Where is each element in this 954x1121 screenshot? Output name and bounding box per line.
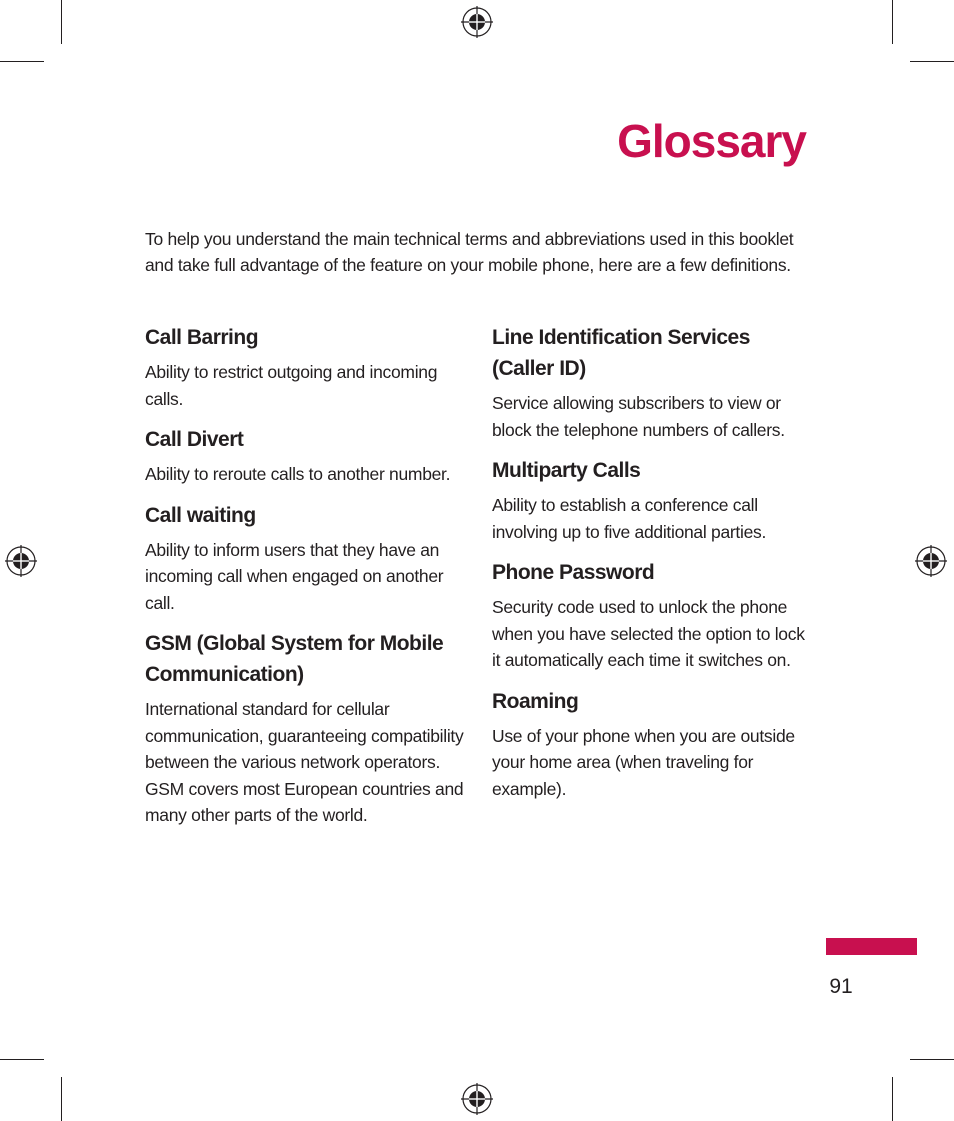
glossary-definition: Ability to inform users that they have an incoming call when engaged on another call. [145, 539, 444, 613]
glossary-entry [145, 322, 465, 412]
crop-mark-top-right-horizontal [910, 61, 954, 62]
glossary-definition: International standard for cellular communication, guaranteeing compatibility between the various network operators. GSM covers most European countries and many other parts of the world. [145, 699, 464, 825]
glossary-entry [145, 500, 465, 617]
glossary-definition: Ability to reroute calls to another number. [145, 464, 451, 484]
glossary-term: Call Barring [145, 326, 259, 349]
crop-mark-bottom-left-horizontal [0, 1059, 44, 1060]
intro-paragraph: To help you understand the main technical terms and abbreviations used in this booklet and take full advantage of the feature on your mobile phone, here are a few definitions. [145, 229, 794, 275]
glossary-column-right [492, 322, 812, 814]
glossary-entry [145, 424, 465, 488]
page-title: Glossary [617, 115, 806, 167]
glossary-definition: Ability to establish a conference call involving up to five additional parties. [492, 495, 767, 542]
glossary-entry [492, 322, 812, 443]
registration-mark-icon [915, 545, 947, 577]
glossary-term: Roaming [492, 689, 579, 713]
registration-mark-icon [5, 545, 37, 577]
glossary-definition: Security code used to unlock the phone when you have selected the option to lock it automatically each time it switches on. [492, 597, 805, 670]
glossary-term: Call waiting [145, 503, 256, 527]
crop-mark-top-right-vertical [892, 0, 893, 44]
crop-mark-top-left-horizontal [0, 61, 44, 62]
glossary-entry [492, 557, 812, 674]
glossary-definition: Service allowing subscribers to view or block the telephone numbers of callers. [492, 393, 785, 440]
page-number-accent-bar [826, 938, 917, 955]
glossary-definition: Use of your phone when you are outside your home area (when traveling for example). [492, 725, 795, 799]
crop-mark-bottom-right-horizontal [910, 1059, 954, 1060]
glossary-column-left [145, 322, 465, 841]
crop-mark-top-left-vertical [61, 0, 62, 44]
glossary-term: GSM (Global System for Mobile Communication) [145, 632, 444, 686]
registration-mark-icon [461, 1083, 493, 1115]
crop-mark-bottom-right-vertical [892, 1077, 893, 1121]
glossary-term: Line Identification Services (Caller ID) [492, 326, 750, 380]
glossary-term: Call Divert [145, 428, 244, 451]
registration-mark-icon [461, 6, 493, 38]
crop-mark-bottom-left-vertical [61, 1077, 62, 1121]
page-number: 91 [829, 975, 853, 998]
glossary-entry [145, 628, 465, 829]
glossary-term: Phone Password [492, 561, 655, 584]
glossary-term: Multiparty Calls [492, 459, 641, 482]
glossary-entry [492, 686, 812, 803]
glossary-entry [492, 455, 812, 545]
glossary-definition: Ability to restrict outgoing and incoming calls. [145, 362, 438, 409]
